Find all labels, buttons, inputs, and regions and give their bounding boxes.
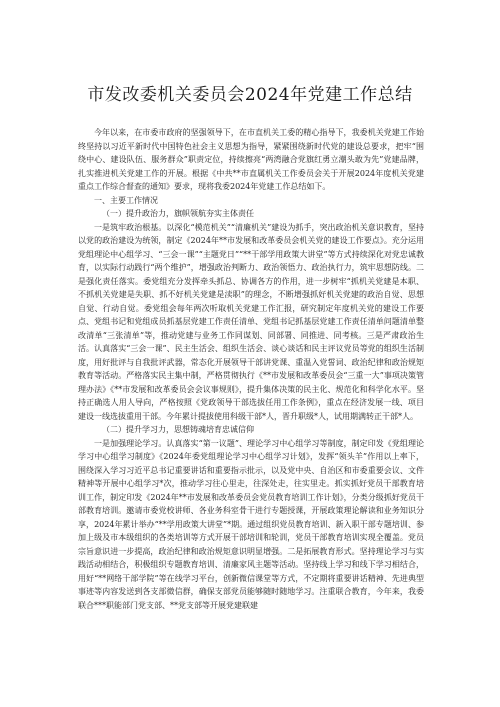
document-title: 市发改委机关委员会2024年党建工作总结 <box>87 85 413 105</box>
intro-paragraph: 今年以来，在市委市政府的坚强领导下，在市直机关工委的精心指导下，我委机关党建工作始终坚持以习近平新时代中国特色社会主义思想为指导，紧紧围绕新时代党的建设总要求，把牢“围绕中心、建设队伍、服务群众”职责定位，持续擦亮“两湾融合党旗红勇立潮头敢为先”党建品牌，扎实推进机关党建工作的开展。根据《中共**市直属机关工作委员会关于开展2024年度机关党建重点工作综合督查的通知》要求，现将我委2024年党建工作总结如下。 <box>78 128 424 191</box>
body-paragraph: 一是筑牢政治根基。以深化“模范机关”“清廉机关”建设为抓手，突出政治机关意识教育，坚持以党的政治建设为统领，制定《2024年**市发展和改革委员会机关党的建设工作要点》。充分运用党组理论中心组学习、“三会一课”“主题党日”“**干部学用政策大讲堂”等方式持续深化对党忠诚教育，以实际行动践行“两个维护”，增强政治判断力、政治领悟力、政治执行力，筑牢思想防线。二是强化责任落实。委党组充分发挥牵头抓总、协调各方的作用，进一步树牢“抓机关党建是本职、不抓机关党建是失职、抓不好机关党建是渎职”的理念，不断增强抓好机关党建的政治自觉、思想自觉、行动自觉。委党组会每年两次听取机关党建工作汇报，研究制定年度机关党的建设工作要点、党组书记和党组成员抓基层党建工作责任清单、党组书记抓基层党建工作责任清单问题清单整改清单“三张清单”等，推动党建与业务工作同谋划、同部署、同推进、同考核。三是严肃政治生活。认真落实“三会一课”、民主生活会、组织生活会、谈心谈话和民主评议党员等党的组织生活制度，用好批评与自我批评武器，常态化开展领导干部讲党课、重温入党誓词、政治纪律和政治规矩教育等活动。严格落实民主集中制，严格贯彻执行《**市发展和改革委员会“三重一大”事项决策管理办法》《**市发展和改革委员会会议事规则》，提升集体决策的民主化、规范化和科学化水平。坚持正确选人用人导向，严格按照《党政领导干部选拔任用工作条例》，重点在经济发展一线、项目建设一线选拔重用干部。今年累计提拔使用科级干部*人，晋升职级*人，试用期满转正干部*人。 <box>78 222 424 421</box>
body-paragraph: 一是加强理论学习。认真落实“第一议题”、理论学习中心组学习等制度，制定印发《党组理论学习中心组学习制度》《2024年委党组理论学习中心组学习计划》，发挥“领头羊”作用以上率下，围绕深入学习习近平总书记重要讲话和重要指示批示，以及党中央、自治区和市委重要会议、文件精神等开展中心组学习*次，推动学习往心里走，往深处走，往实里走。抓实抓好党员干部教育培训工作，制定印发《2024年**市发展和改革委员会党员教育培训工作计划》，分类分级抓好党员干部教育培训。邀请市委党校讲师、各业务科室骨干进行专题授课，开展政策理论解读和业务知识分享，2024年累计举办“**学用政策大讲堂”*期。通过组织党员教育培训、新入职干部专题培训、参加上级及市本级组织的各类培训等方式开展干部培训和轮训，党员干部教育培训实现全覆盖。党员宗旨意识进一步提高，政治纪律和政治规矩意识明显增强。二是拓展教育形式。坚持理论学习与实践活动相结合，积极组织专题教育培训、清廉家风主题等活动。坚持线上学习和线下学习相结合，用好“**网络干部学院”等在线学习平台，创新微信课堂等方式，不定期将重要讲话精神、先进典型事迹等内容发送到各支部微信群，确保支部党员能够随时随地学习。注重联合教育，今年来，我委联合***职能部门党支部、**党支部等开展党建联建 <box>78 438 424 610</box>
subsection-heading: （一）提升政治力，旗帜领航夯实主体责任 <box>102 209 254 218</box>
subsection-heading: （二）提升学习力，思想铸魂培育忠诚信仰 <box>102 425 254 434</box>
document-body <box>78 126 424 612</box>
section-heading: 一、主要工作情况 <box>94 195 158 205</box>
